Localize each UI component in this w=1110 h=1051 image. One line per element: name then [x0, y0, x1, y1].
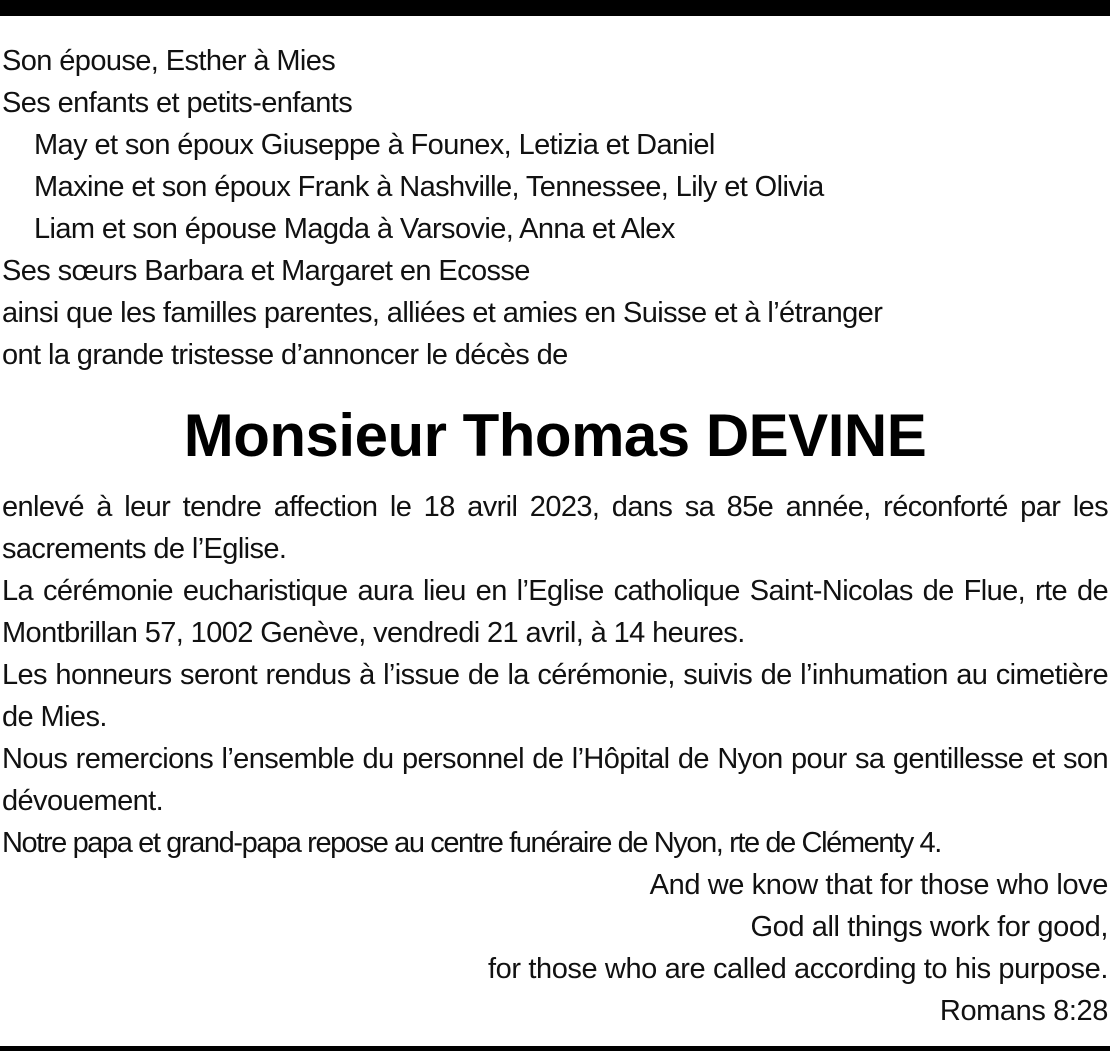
- relatives-line: ainsi que les familles parentes, alliées et amies en Suisse et à l’étranger: [2, 297, 883, 329]
- verse-line: And we know that for those who love: [649, 869, 1108, 901]
- ceremony-paragraph: La cérémonie eucharistique aura lieu en l’Eglise catholique Saint-Nicolas de Flue, rte de Montbrillan 57, 1002 Genève, vendredi 21 avril, à 14 heures.: [2, 575, 1108, 649]
- announcement-line: ont la grande tristesse d’annoncer le décès de: [2, 339, 568, 371]
- honours-paragraph: Les honneurs seront rendus à l’issue de la cérémonie, suivis de l’inhumation au cimetière de Mies.: [2, 659, 1108, 733]
- sisters-line: Ses sœurs Barbara et Margaret en Ecosse: [2, 255, 530, 287]
- child-line: May et son époux Giuseppe à Founex, Letizia et Daniel: [34, 129, 715, 161]
- spouse-line: Son épouse, Esther à Mies: [2, 45, 336, 77]
- rest-paragraph: Notre papa et grand-papa repose au centre funéraire de Nyon, rte de Clémenty 4.: [2, 827, 941, 859]
- child-line: Maxine et son époux Frank à Nashville, Tennessee, Lily et Olivia: [34, 171, 824, 203]
- thanks-paragraph: Nous remercions l’ensemble du personnel de l’Hôpital de Nyon pour sa gentillesse et son dévouement.: [2, 743, 1108, 817]
- top-border-rule: [0, 0, 1110, 16]
- child-line: Liam et son épouse Magda à Varsovie, Anna et Alex: [34, 213, 675, 245]
- obituary-notice: [2, 40, 1108, 1032]
- verse-line: for those who are called according to his purpose.: [488, 953, 1108, 985]
- deceased-name: Monsieur Thomas DEVINE: [183, 402, 927, 469]
- verse-line: God all things work for good,: [750, 911, 1108, 943]
- passing-paragraph: enlevé à leur tendre affection le 18 avril 2023, dans sa 85e année, réconforté par les sacrements de l’Eglise.: [2, 491, 1108, 565]
- bottom-border-rule: [0, 1046, 1110, 1051]
- verse-reference: Romans 8:28: [939, 995, 1108, 1027]
- children-header: Ses enfants et petits-enfants: [2, 87, 353, 119]
